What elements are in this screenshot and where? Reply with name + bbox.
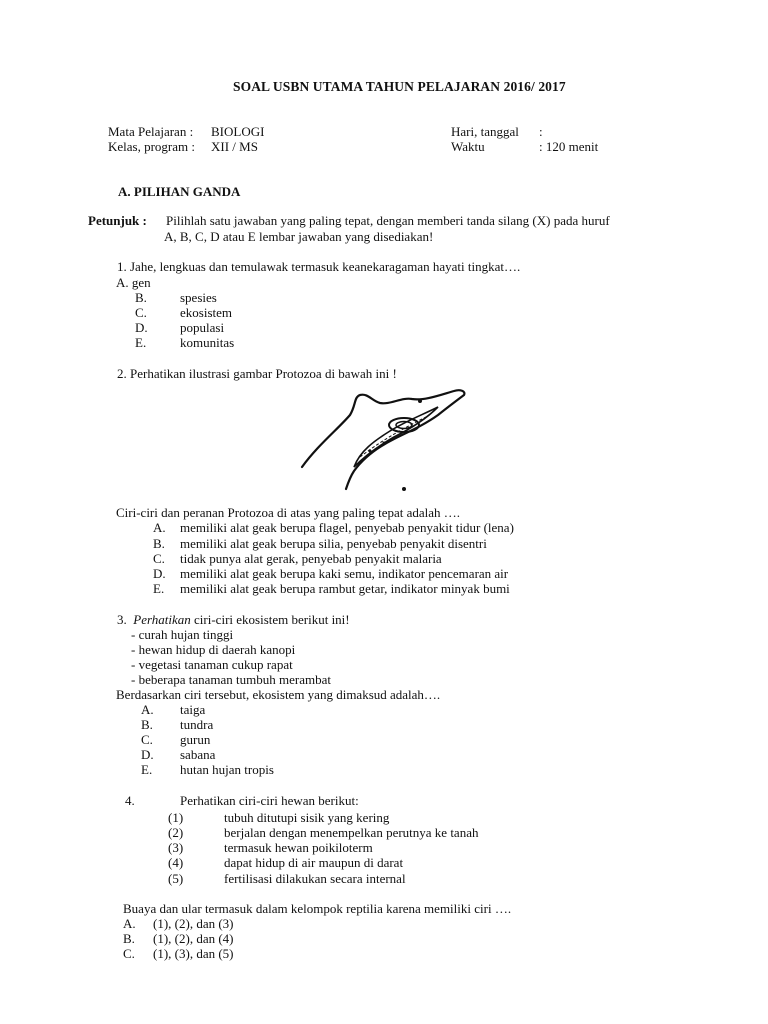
q4-trait-2-num: (2) [168, 825, 184, 840]
subject-label: Mata Pelajaran : [108, 124, 194, 139]
q1-option-c-text: ekosistem [180, 305, 232, 320]
section-heading: A. PILIHAN GANDA [118, 184, 241, 199]
day-value: : [539, 124, 543, 139]
q1-option-d-letter: D. [135, 320, 148, 335]
q4-option-c-letter: C. [123, 946, 135, 961]
q4-option-a-text: (1), (2), dan (3) [153, 916, 234, 931]
class-value: XII / MS [211, 139, 258, 154]
q1-option-a: A. gen [116, 275, 151, 290]
q4-trait-4-text: dapat hidup di air maupun di darat [224, 855, 404, 870]
question-4-stem: Perhatikan ciri-ciri hewan berikut: [180, 793, 359, 808]
q1-option-e-text: komunitas [180, 335, 235, 350]
q3-option-a-text: taiga [180, 702, 206, 717]
q4-option-b-letter: B. [123, 931, 135, 946]
time-label: Waktu [451, 139, 485, 154]
q2-option-e-text: memiliki alat geak berupa rambut getar, indikator minyak bumi [180, 581, 510, 596]
question-3-stem [117, 612, 350, 627]
instruction-line-1: Pilihlah satu jawaban yang paling tepat, dengan memberi tanda silang (X) pada huruf [166, 213, 610, 228]
q4-option-b-text: (1), (2), dan (4) [153, 931, 234, 946]
q3-option-c-letter: C. [141, 732, 153, 747]
q4-trait-3-num: (3) [168, 840, 184, 855]
q3-option-e-text: hutan hujan tropis [180, 762, 274, 777]
question-3-question: Berdasarkan ciri tersebut, ekosistem yang dimaksud adalah…. [116, 687, 441, 702]
q3-trait-3: - vegetasi tanaman cukup rapat [131, 657, 293, 672]
question-2-question: Ciri-ciri dan peranan Protozoa di atas yang paling tepat adalah …. [116, 505, 461, 520]
q4-number: 4. [125, 793, 135, 808]
q3-option-a-letter: A. [141, 702, 154, 717]
q4-trait-1-text: tubuh ditutupi sisik yang kering [224, 810, 390, 825]
q1-option-d-text: populasi [180, 320, 225, 335]
q3-option-d-text: sabana [180, 747, 216, 762]
question-2-stem: 2. Perhatikan ilustrasi gambar Protozoa di bawah ini ! [117, 366, 397, 381]
q2-option-a-letter: A. [153, 520, 166, 535]
class-label: Kelas, program : [108, 139, 196, 154]
instruction-line-2: A, B, C, D atau E lembar jawaban yang disediakan! [164, 229, 434, 244]
protozoa-illustration [298, 385, 470, 497]
q3-option-c-text: gurun [180, 732, 211, 747]
q3-option-e-letter: E. [141, 762, 153, 777]
q1-option-c-letter: C. [135, 305, 147, 320]
q1-option-b-text: spesies [180, 290, 217, 305]
q4-trait-1-num: (1) [168, 810, 184, 825]
subject-value: BIOLOGI [211, 124, 265, 139]
q3-stem-italic: Perhatikan [133, 612, 191, 627]
q3-option-b-text: tundra [180, 717, 214, 732]
q3-number: 3. [117, 612, 127, 627]
question-4-question: Buaya dan ular termasuk dalam kelompok reptilia karena memiliki ciri …. [123, 901, 512, 916]
q2-option-b-text: memiliki alat geak berupa silia, penyebab penyakit disentri [180, 536, 487, 551]
q3-option-d-letter: D. [141, 747, 154, 762]
q4-trait-2-text: berjalan dengan menempelkan perutnya ke tanah [224, 825, 479, 840]
q3-trait-2: - hewan hidup di daerah kanopi [131, 642, 296, 657]
q2-option-d-text: memiliki alat geak berupa kaki semu, indikator pencemaran air [180, 566, 509, 581]
question-1-stem: 1. Jahe, lengkuas dan temulawak termasuk keanekaragaman hayati tingkat…. [117, 259, 521, 274]
q2-option-a-text: memiliki alat geak berupa flagel, penyebab penyakit tidur (lena) [180, 520, 514, 535]
q4-trait-4-num: (4) [168, 855, 184, 870]
instruction-label: Petunjuk : [88, 213, 147, 228]
q4-trait-3-text: termasuk hewan poikiloterm [224, 840, 373, 855]
page-title: SOAL USBN UTAMA TAHUN PELAJARAN 2016/ 2017 [233, 79, 566, 94]
q1-option-b-letter: B. [135, 290, 147, 305]
q2-option-d-letter: D. [153, 566, 166, 581]
q2-option-c-text: tidak punya alat gerak, penyebab penyakit malaria [180, 551, 442, 566]
q3-option-b-letter: B. [141, 717, 153, 732]
q3-stem-rest: ciri-ciri ekosistem berikut ini! [190, 612, 350, 627]
q2-option-e-letter: E. [153, 581, 165, 596]
day-label: Hari, tanggal [451, 124, 519, 139]
q4-option-a-letter: A. [123, 916, 136, 931]
q4-trait-5-num: (5) [168, 871, 184, 886]
q4-trait-5-text: fertilisasi dilakukan secara internal [224, 871, 406, 886]
q3-trait-1: - curah hujan tinggi [131, 627, 234, 642]
time-value: : 120 menit [539, 139, 599, 154]
q1-option-e-letter: E. [135, 335, 147, 350]
q4-option-c-text: (1), (3), dan (5) [153, 946, 234, 961]
q3-trait-4: - beberapa tanaman tumbuh merambat [131, 672, 331, 687]
q2-option-b-letter: B. [153, 536, 165, 551]
q2-option-c-letter: C. [153, 551, 165, 566]
